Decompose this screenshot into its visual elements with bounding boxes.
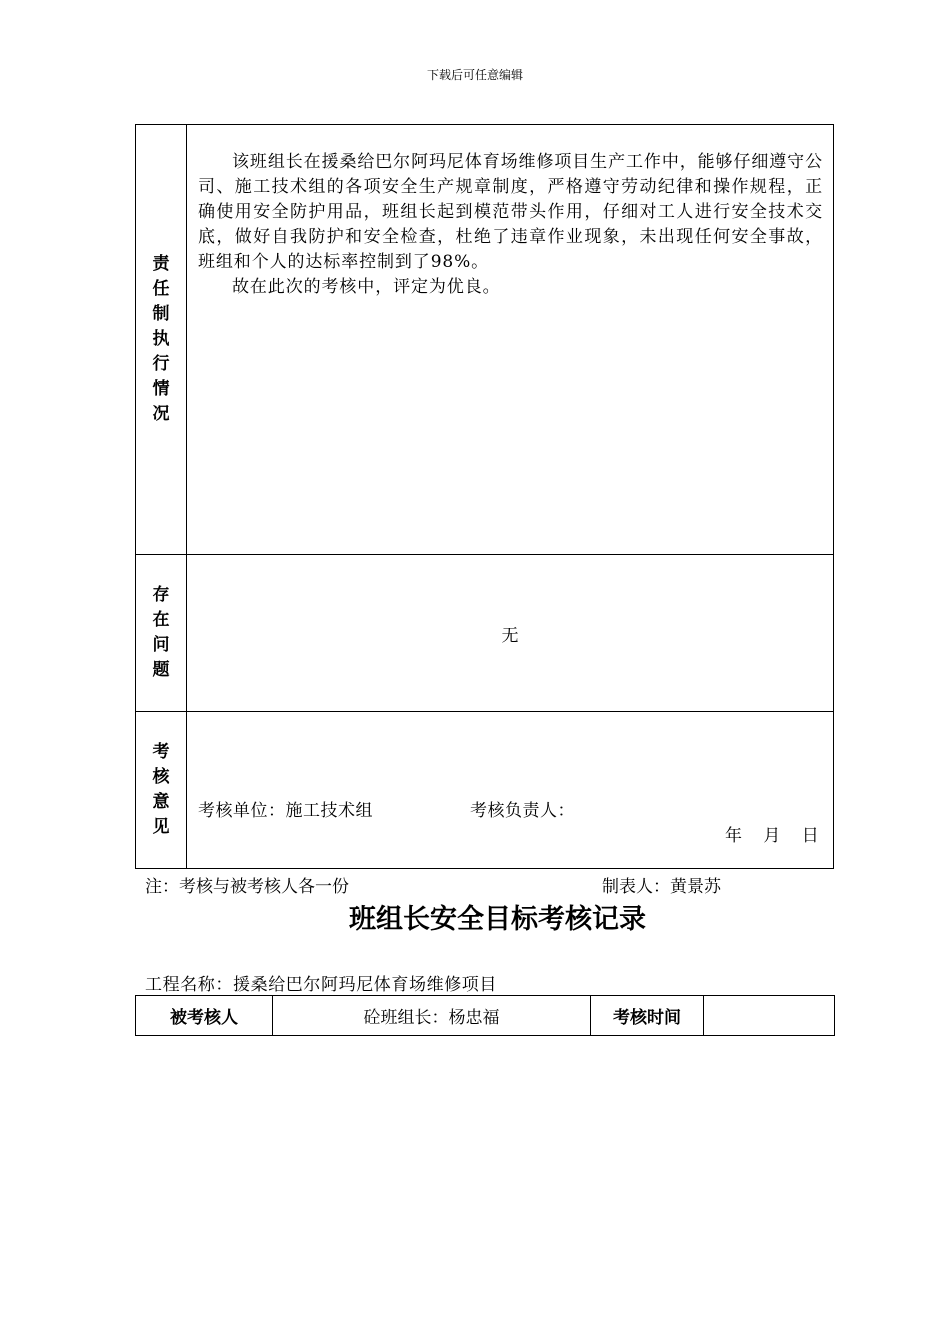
responsibility-row xyxy=(136,125,834,555)
assessee-header-table xyxy=(135,995,835,1036)
project-name: 工程名称：援桑给巴尔阿玛尼体育场维修项目 xyxy=(145,975,497,995)
responsibility-label-cell xyxy=(136,125,187,555)
assessment-row xyxy=(136,712,834,869)
assessee-row xyxy=(136,996,835,1036)
assessment-record-table xyxy=(135,124,834,869)
issues-label: 存在问题 xyxy=(152,585,170,680)
assessment-time-value xyxy=(704,996,835,1036)
document-title: 班组长安全目标考核记录 xyxy=(349,904,646,935)
assessment-content-cell xyxy=(187,712,834,869)
responsibility-paragraph-1: 该班组长在援桑给巴尔阿玛尼体育场维修项目生产工作中，能够仔细遵守公司、施工技术组的各项安全生产规章制度，严格遵守劳动纪律和操作规程，正确使用安全防护用品，班组长起到模范带头作用，仔细对工人进行安全技术交底，做好自我防护和安全检查，杜绝了违章作业现象，未出现任何安全事故，班组和个人的达标率控制到了98%。 xyxy=(198,152,823,272)
footer-note: 注：考核与被考核人各一份 xyxy=(145,877,349,897)
assessment-date: 年 月 日 xyxy=(725,826,819,846)
issues-label-cell xyxy=(136,555,187,712)
assessment-label: 考核意见 xyxy=(152,742,170,837)
assessment-time-label: 考核时间 xyxy=(591,996,704,1036)
issues-value: 无 xyxy=(187,555,834,712)
responsibility-content-cell xyxy=(187,125,834,555)
assessment-unit: 考核单位：施工技术组 xyxy=(198,801,373,821)
issues-row xyxy=(136,555,834,712)
assessee-label: 被考核人 xyxy=(136,996,273,1036)
header-note: 下载后可任意编辑 xyxy=(426,68,523,82)
assessment-leader: 考核负责人： xyxy=(470,801,575,821)
responsibility-label: 责任制执行情况 xyxy=(152,254,170,424)
assessment-label-cell xyxy=(136,712,187,869)
assessee-value: 砼班组长：杨忠福 xyxy=(273,996,591,1036)
responsibility-paragraph-2: 故在此次的考核中，评定为优良。 xyxy=(232,277,501,297)
footer-maker: 制表人：黄景苏 xyxy=(602,877,721,897)
responsibility-text xyxy=(187,125,833,300)
